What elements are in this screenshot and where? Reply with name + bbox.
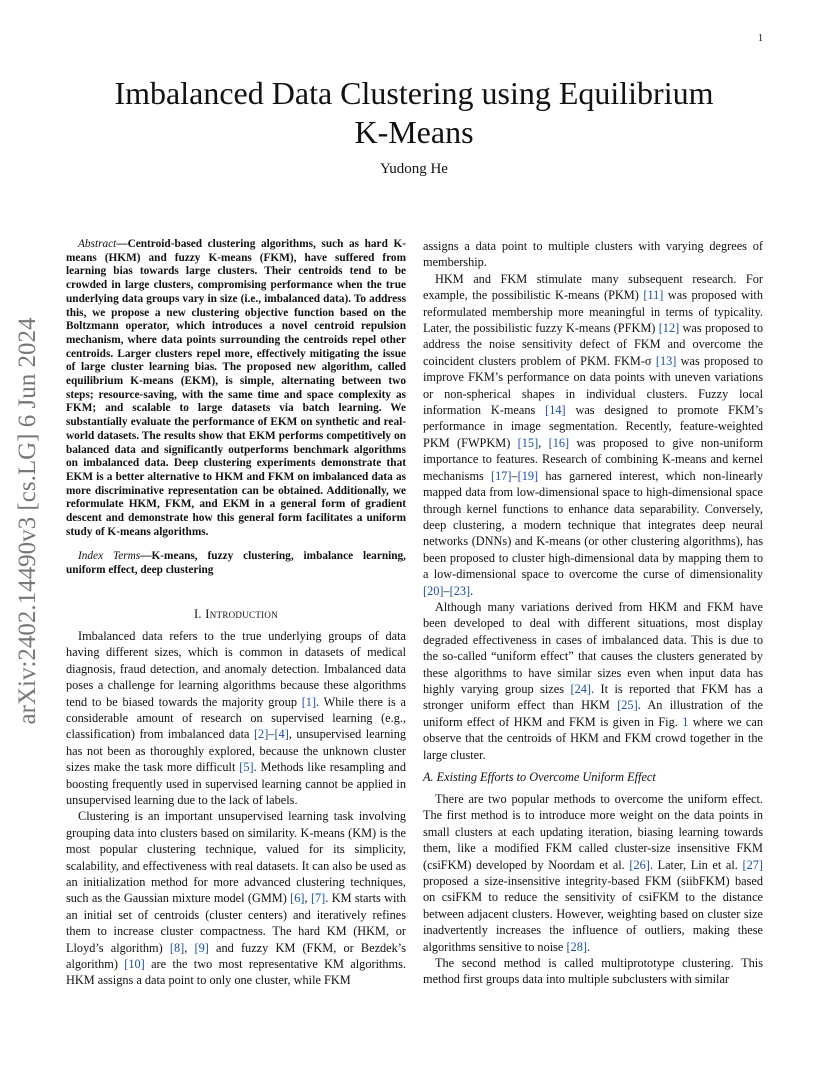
page-number: 1 xyxy=(758,33,763,44)
citation-link[interactable]: [26] xyxy=(629,857,650,872)
citation-link[interactable]: [13] xyxy=(655,353,677,368)
text-run: HKM and FKM stimulate many subsequent research. For example, the possibilistic K-means (PKM) xyxy=(423,271,763,303)
left-column xyxy=(66,238,406,989)
paper-title xyxy=(60,74,768,152)
arxiv-id: arXiv:2402.14490v3 [cs.LG] 6 Jun 2024 xyxy=(14,317,41,725)
text-run: . Later, Lin et al. xyxy=(649,857,743,872)
text-run: . Methods like resampling and boosting frequently used in supervised learning cannot be applied in unsupervised learning due to the lack of labels. xyxy=(66,760,406,807)
citation-link[interactable]: [12] xyxy=(658,321,680,336)
subsection-paragraph-2: The second method is called multiprototype clustering. This method first groups data into multiple subclusters with similar xyxy=(423,956,763,987)
subsection-heading: A. Existing Efforts to Overcome Uniform Effect xyxy=(423,770,656,784)
intro-paragraph-4 xyxy=(423,599,763,763)
text-run: are the two most representative KM algorithms. HKM assigns a data point to only one cluster, while FKM xyxy=(66,957,406,988)
abstract-text: —Centroid-based clustering algorithms, such as hard K-means (HKM) and fuzzy K-means (FKM), have suffered from learning bias towards large clusters. Their centroids tend to be crowded in large clusters, compromising performance when the true underlying data groups vary in size (i.e., imbalanced data). To address this, we propose a new clustering objective function based on the Boltzmann operator, which introduces a novel centroid repulsion mechanism, where data points surrounding the centroids repel other centroids. Larger clusters repel more, effectively mitigating the issue of large cluster learning bias. The proposed new algorithm, called equilibrium K-means (EKM), is simple, alternating between two steps; resource-saving, with the same time and space complexity as FKM; and scalable to large datasets via batch learning. We substantially evaluate the performance of EKM on synthetic and real-world datasets. The results show that EKM performs competitively on balanced data and significantly outperforms benchmark algorithms on imbalanced data. Deep clustering experiments demonstrate that EKM is a better alternative to HKM and FKM on imbalanced data as more discriminative representation can be obtained. Additionally, we reformulate HKM, FKM, and EKM in a general form of gradient descent and demonstrate how this general form facilitates a uniform study of K-means algorithms. xyxy=(66,238,406,538)
text-run: – xyxy=(443,583,450,598)
text-run: , xyxy=(184,940,195,955)
text-run: was proposed to give non-uniform importance to features. Research of combining K-means and kernel mechanisms xyxy=(423,435,764,483)
citation-link[interactable]: [9] xyxy=(194,940,209,955)
citation-link[interactable]: [11] xyxy=(643,288,664,303)
citation-link[interactable]: [25] xyxy=(617,698,638,713)
text-run: Imbalanced data refers to the true underlying groups of data having different sizes, which is common in datasets of medical diagnosis, fraud detection, and anomaly detection. Imbalanced data poses a challenge for learning algorithms because these algorithms tend to be biased towards the majority group xyxy=(66,628,406,709)
text-run: was proposed to address the noise sensitivity defect of FKM and overcome the coincident clusters problem of PKM. FKM-σ xyxy=(423,321,763,368)
text-run: was proposed to improve FKM’s performance on data points with uneven variations or non-spherical shapes in individual clusters. Fuzzy local information K-means xyxy=(423,353,763,418)
text-run: was proposed with reformulated membership more meaningful in terms of typicality. Later, the possibilistic fuzzy K-means (PFKM) xyxy=(423,288,763,336)
citation-link[interactable]: [4] xyxy=(274,727,289,742)
intro-paragraph-2 xyxy=(66,808,406,988)
index-terms xyxy=(66,550,406,577)
text-run: . It is reported that FKM has a stronger uniform effect than HKM xyxy=(423,681,763,713)
citation-link[interactable]: [7] xyxy=(310,891,326,906)
right-column xyxy=(423,238,763,988)
title-line-2: K-Means xyxy=(354,114,474,150)
text-run: – xyxy=(268,727,275,742)
title-line-1: Imbalanced Data Clustering using Equilibrium xyxy=(114,75,714,111)
index-terms-label: Index Terms xyxy=(78,550,141,563)
text-run: Although many variations derived from HKM and FKM have been developed to deal with different situations, most display degraded effectiveness in cases of imbalanced data. This is due to the so-called “uniform effect” that causes the clusters generated by these algorithms to have similar sizes even when input data has highly varying group sizes xyxy=(423,599,763,696)
index-terms-text: —K-means, fuzzy clustering, imbalance learning, uniform effect, deep clustering xyxy=(66,550,407,577)
text-run: has garnered interest, which non-linearly mapped data from low-dimensional space to high-dimensional space through kernel functions to enhance data separability. Conversely, deep clustering, a modern technique that integrates deep neural networks (DNNs) and K-means (or other clustering algorithms), has been proposed to cluster high-dimensional data by mapping them to a low-dimensional space to overcome the curse of dimensionality xyxy=(423,468,763,582)
text-run: was designed to promote FKM’s performance in image segmentation. Recently, feature-weighted PKM (FWPKM) xyxy=(423,403,763,450)
subsection-paragraph-1 xyxy=(423,791,763,955)
abstract xyxy=(66,238,406,539)
intro-paragraph-2-continued: assigns a data point to multiple clusters with varying degrees of membership. xyxy=(423,239,763,270)
intro-paragraph-1 xyxy=(66,628,406,808)
text-run: , xyxy=(538,435,549,450)
citation-link[interactable]: [10] xyxy=(124,957,145,971)
citation-link[interactable]: [20] xyxy=(423,583,444,598)
text-run: and fuzzy KM (FKM, or Bezdek’s algorithm) xyxy=(66,940,406,971)
text-run: There are two popular methods to overcome the uniform effect. The first method is to introduce more weight on the data points in small clusters at each updating iteration, biasing learning towards them, like a modified FKM called cluster-size insensitive FKM (csiFKM) developed by Noordam et al. xyxy=(423,792,763,872)
section-heading-text: I. Introduction xyxy=(193,606,279,621)
section-heading-introduction xyxy=(66,607,406,622)
citation-link[interactable]: [14] xyxy=(545,403,566,418)
abstract-label: Abstract xyxy=(78,238,117,250)
text-run: . xyxy=(470,583,474,598)
citation-link[interactable]: [1] xyxy=(301,694,317,709)
citation-link[interactable]: [28] xyxy=(566,939,587,954)
citation-link[interactable]: [2] xyxy=(253,727,269,742)
citation-link[interactable]: [17] xyxy=(491,468,512,483)
figure-link[interactable]: 1 xyxy=(682,714,689,729)
arxiv-watermark xyxy=(4,296,52,746)
citation-link[interactable]: [6] xyxy=(290,891,305,906)
text-run: proposed a size-insensitive integrity-based FKM (siibFKM) based on csiFKM to reduce the sensitivity of csiFKM to the distance between adjacent clusters. However, weighting based on cluster size inadvertently increases the influence of outliers, making these algorithms sensitive to noise xyxy=(423,874,763,954)
citation-link[interactable]: [24] xyxy=(570,681,591,696)
text-run: , unsupervised learning has not been as thoroughly explored, because the unknown cluster sizes make the task more difficult xyxy=(66,727,407,775)
citation-link[interactable]: [23] xyxy=(449,583,471,598)
text-run: where we can observe that the centroids of HKM and FKM crowd together in the large cluster. xyxy=(423,714,763,762)
intro-paragraph-3 xyxy=(423,271,763,599)
citation-link[interactable]: [27] xyxy=(742,857,764,872)
citation-link[interactable]: [8] xyxy=(169,940,185,955)
text-run: Clustering is an important unsupervised learning task involving grouping data into clusters based on similarity. K-means (KM) is the most popular clustering technique, valued for its simplicity, scalability, and effectiveness with real datasets. It can also be used as an initialization method for more advanced clustering techniques, such as the Gaussian mixture model (GMM) xyxy=(66,809,406,906)
text-run: . While there is a considerable amount of research on supervised learning (e.g., classification) from imbalanced data xyxy=(66,694,406,742)
text-run: . xyxy=(586,939,591,954)
text-run: . An illustration of the uniform effect of HKM and FKM is given in Fig. xyxy=(423,698,763,729)
citation-link[interactable]: [15] xyxy=(517,435,539,450)
author: Yudong He xyxy=(380,161,448,177)
citation-link[interactable]: [19] xyxy=(517,468,539,483)
citation-link[interactable]: [5] xyxy=(239,760,254,775)
text-run: – xyxy=(511,468,518,483)
text-run: , xyxy=(304,891,311,906)
citation-link[interactable]: [16] xyxy=(548,435,570,450)
text-run: . KM starts with an initial set of centroids (cluster centers) and iteratively refines them to increase cluster compactness. The hard KM (HKM, or Lloyd’s algorithm) xyxy=(66,891,406,955)
